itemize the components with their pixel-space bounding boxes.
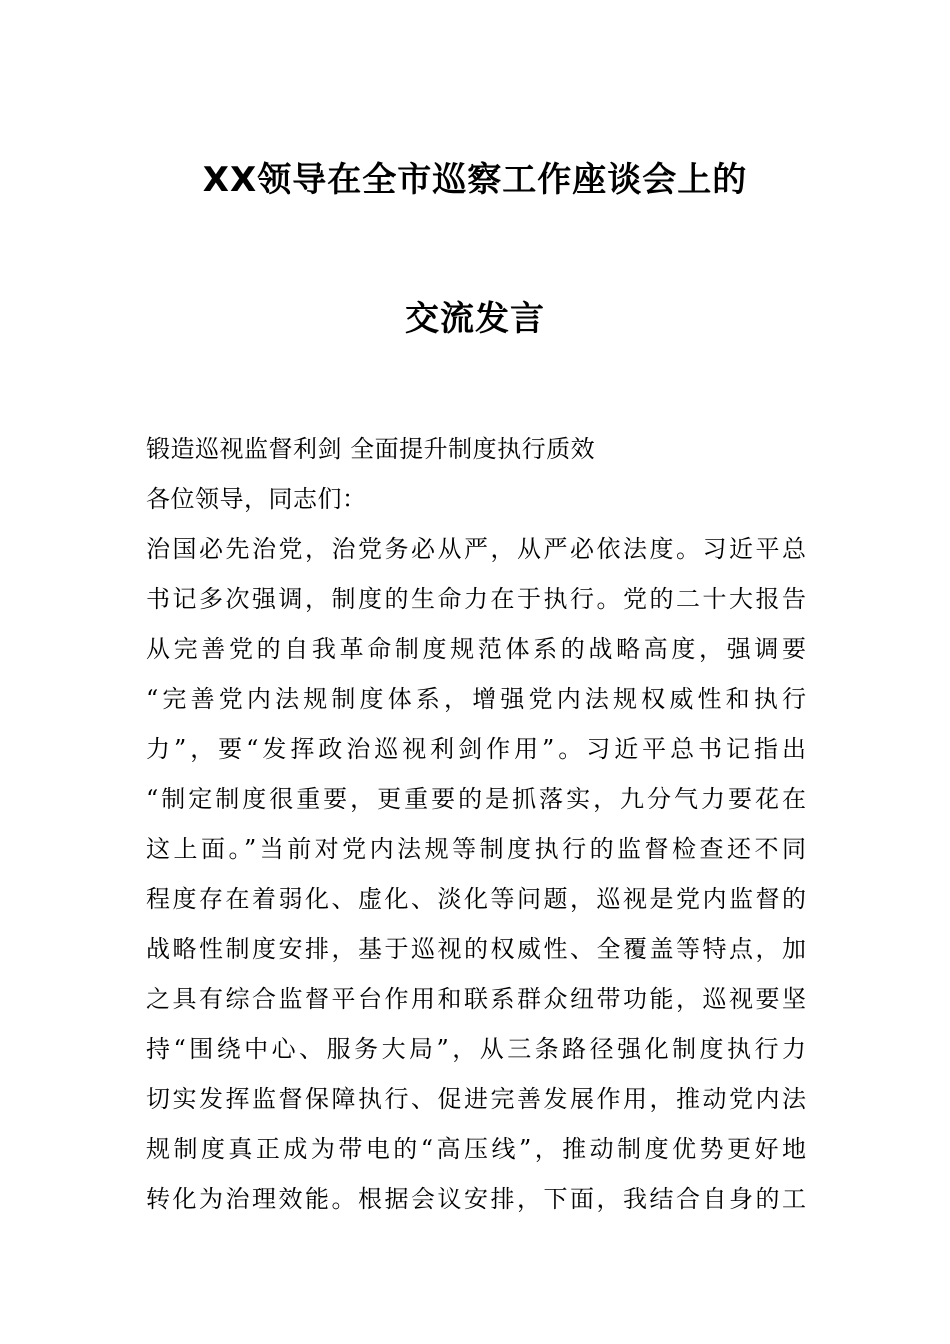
body-line: 切实发挥监督保障执行、促进完善发展作用，推动党内法 xyxy=(146,1085,806,1113)
body-line: “制定制度很重要，更重要的是抓落实，九分气力要花在 xyxy=(146,785,806,813)
body-line: 持“围绕中心、服务大局”，从三条路径强化制度执行力 xyxy=(146,1035,806,1063)
body-line: 治国必先治党，治党务必从严，从严必依法度。习近平总 xyxy=(146,535,806,563)
body-line: 之具有综合监督平台作用和联系群众纽带功能，巡视要坚 xyxy=(146,985,806,1013)
body-line: 程度存在着弱化、虚化、淡化等问题，巡视是党内监督的 xyxy=(146,885,806,913)
document-title-line-2: 交流发言 xyxy=(405,299,545,339)
greeting: 各位领导，同志们： xyxy=(146,485,367,513)
body-line: 从完善党的自我革命制度规范体系的战略高度，强调要 xyxy=(146,635,806,663)
document-title-line-1: XX领导在全市巡察工作座谈会上的 xyxy=(202,160,748,200)
body-line: 书记多次强调，制度的生命力在于执行。党的二十大报告 xyxy=(146,585,806,613)
body-line: 规制度真正成为带电的“高压线”，推动制度优势更好地 xyxy=(146,1135,806,1163)
body-line: 这上面。”当前对党内法规等制度执行的监督检查还不同 xyxy=(146,835,806,863)
body-line: 战略性制度安排，基于巡视的权威性、全覆盖等特点，加 xyxy=(146,935,806,963)
body-line: 力”，要“发挥政治巡视利剑作用”。习近平总书记指出 xyxy=(146,735,806,763)
body-line: “完善党内法规制度体系，增强党内法规权威性和执行 xyxy=(146,685,806,713)
body-line: 转化为治理效能。根据会议安排，下面，我结合自身的工 xyxy=(146,1185,806,1213)
document-subtitle: 锻造巡视监督利剑 全面提升制度执行质效 xyxy=(146,435,596,463)
